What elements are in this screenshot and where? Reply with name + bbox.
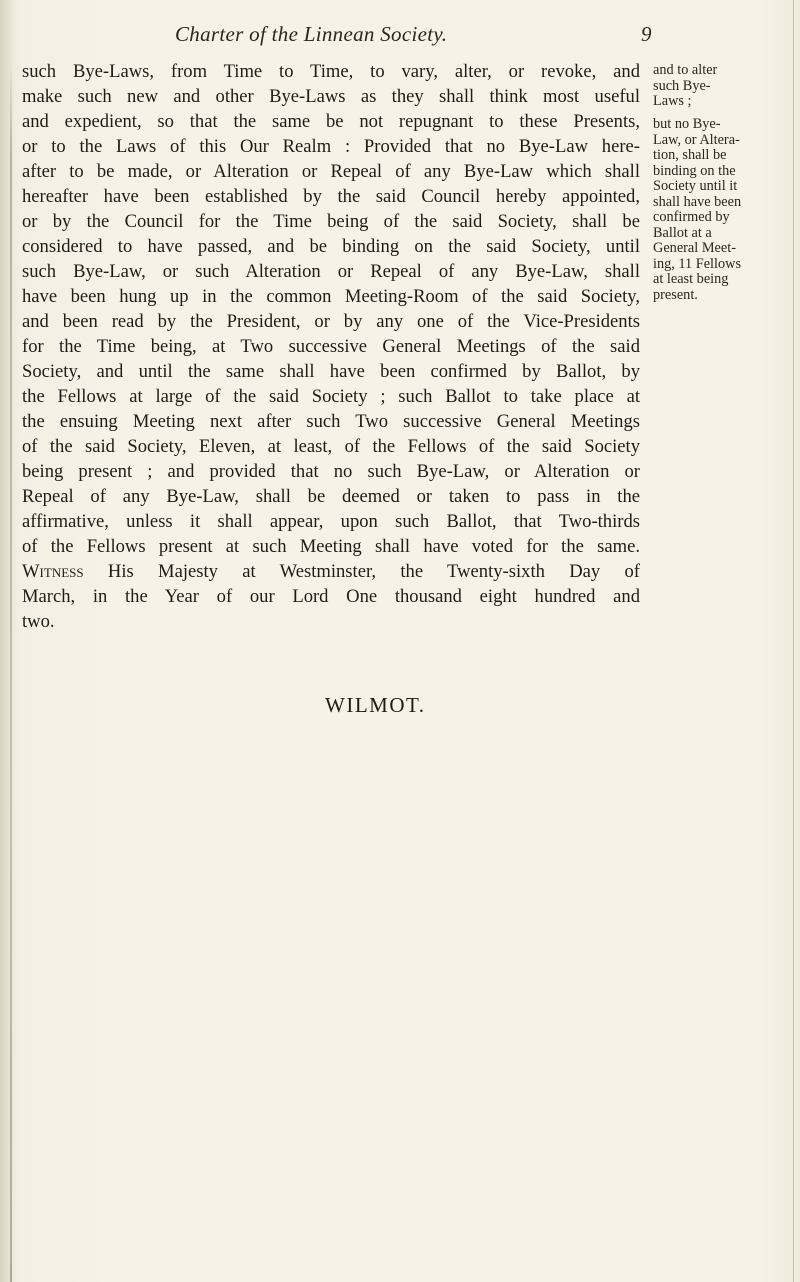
text-line: such Bye-Laws, from Time to Time, to vary, alter, or revoke, and: [22, 61, 640, 82]
witness-line: [22, 559, 640, 584]
text-line: after to be made, or Alteration or Repeal of any Bye-Law which shall: [22, 161, 640, 182]
text-line: the Fellows at large of the said Society ; such Ballot to take place at: [22, 386, 640, 407]
text-line: Repeal of any Bye-Law, shall be deemed or taken to pass in the: [22, 486, 640, 507]
margin-note-line: Laws ;: [653, 93, 692, 109]
running-head: Charter of the Linnean Society.: [175, 22, 448, 46]
signature-wilmot: WILMOT.: [325, 693, 426, 717]
witness-rest: His Majesty at Westminster, the Twenty-sixth Day of: [83, 561, 640, 582]
margin-note-line: confirmed by: [653, 209, 730, 225]
binding-shadow-line: [10, 60, 12, 1282]
text-line: the ensuing Meeting next after such Two successive General Meetings: [22, 411, 640, 432]
text-line: have been hung up in the common Meeting-Room of the said Society,: [22, 286, 640, 307]
text-line: affirmative, unless it shall appear, upon such Ballot, that Two-thirds: [22, 511, 640, 532]
text-line: or by the Council for the Time being of the said Society, shall be: [22, 211, 640, 232]
text-line: March, in the Year of our Lord One thousand eight hundred and: [22, 586, 640, 607]
margin-note-alter-bye-laws: [653, 63, 793, 110]
margin-note-line: and to alter: [653, 62, 718, 78]
text-line: for the Time being, at Two successive General Meetings of the said: [22, 336, 640, 357]
page-right-edge: [793, 0, 794, 1282]
text-line: being present ; and provided that no such Bye-Law, or Alteration or: [22, 461, 640, 482]
text-line: considered to have passed, and be binding on the said Society, until: [22, 236, 640, 257]
charter-body-text: [22, 59, 640, 634]
margin-note-line: shall have been: [653, 193, 742, 210]
margin-note-line: present.: [653, 286, 698, 303]
margin-note-line: Law, or Altera-: [653, 131, 740, 148]
margin-note-line: at least being: [653, 271, 729, 287]
text-line: of the Fellows present at such Meeting shall have voted for the same.: [22, 536, 640, 557]
text-line: or to the Laws of this Our Realm : Provided that no Bye-Law here-: [22, 136, 640, 157]
text-line: and been read by the President, or by any one of the Vice-Presidents: [22, 311, 640, 332]
page-number: 9: [641, 22, 652, 46]
margin-note-ballot-requirement: [653, 117, 793, 303]
text-line: and expedient, so that the same be not repugnant to these Presents,: [22, 111, 640, 132]
margin-note-line: Society until it: [653, 178, 738, 194]
text-line: make such new and other Bye-Laws as they shall think most useful: [22, 86, 640, 107]
text-line-final: two.: [22, 611, 55, 632]
margin-note-line: such Bye-: [653, 77, 711, 94]
margin-note-line: Ballot at a: [653, 224, 712, 241]
text-line: Society, and until the same shall have been confirmed by Ballot, by: [22, 361, 640, 382]
text-line: such Bye-Law, or such Alteration or Repeal of any Bye-Law, shall: [22, 261, 640, 282]
margin-note-line: tion, shall be: [653, 147, 727, 163]
witness-word: Witness: [22, 561, 84, 582]
margin-note-line: binding on the: [653, 162, 736, 179]
text-line: of the said Society, Eleven, at least, of the Fellows of the said Society: [22, 436, 640, 457]
text-line: hereafter have been established by the said Council hereby appointed,: [22, 186, 640, 207]
margin-note-line: but no Bye-: [653, 116, 721, 132]
margin-note-line: ing, 11 Fellows: [653, 255, 742, 272]
margin-note-line: General Meet-: [653, 240, 736, 256]
